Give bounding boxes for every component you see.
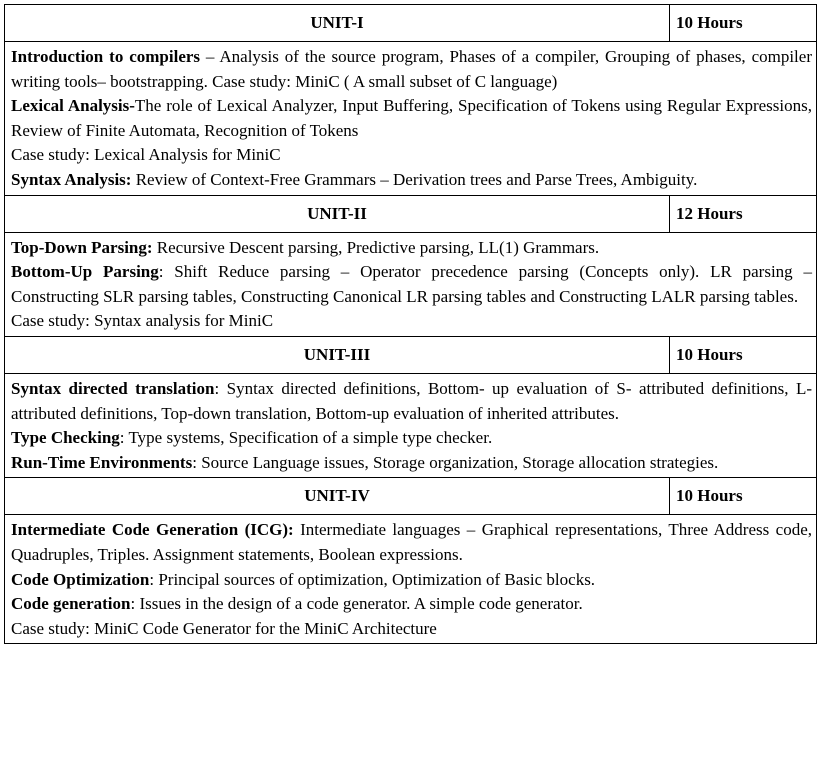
topic-text: : Principal sources of optimization, Optimization of Basic blocks. bbox=[149, 569, 596, 589]
unit-header-row bbox=[5, 478, 817, 515]
unit-hours: 12 Hours bbox=[670, 195, 817, 232]
unit-content bbox=[5, 515, 817, 644]
topic-text: – Analysis of the source program, Phases of a compiler, Grouping of phases, compiler writing tools– bootstrapping. Case study: MiniC ( A small subset of C language) bbox=[11, 47, 812, 91]
topic-text: The role of Lexical Analyzer, Input Buffering, Specification of Tokens using Regular Expressions, Review of Finite Automata, Recognition of Tokens bbox=[11, 96, 812, 140]
topic-text: : Issues in the design of a code generator. A simple code generator. bbox=[130, 594, 583, 614]
topic-heading: Intermediate Code Generation (ICG): bbox=[11, 520, 294, 540]
topic bbox=[11, 592, 812, 617]
topic-heading: Code Optimization bbox=[11, 569, 150, 589]
unit-header-row bbox=[5, 336, 817, 373]
unit-hours: 10 Hours bbox=[670, 5, 817, 42]
unit-content bbox=[5, 232, 817, 336]
topic-text: Case study: MiniC Code Generator for the MiniC Architecture bbox=[11, 618, 437, 638]
topic-heading: Bottom-Up Parsing bbox=[11, 262, 159, 282]
unit-body-row bbox=[5, 515, 817, 644]
topic-heading: Introduction to compilers bbox=[11, 47, 201, 66]
topic-text: Case study: Lexical Analysis for MiniC bbox=[11, 145, 281, 165]
topic-text: : Syntax directed definitions, Bottom- up evaluation of S- attributed definitions, L- attributed definitions, Top-down translation, Bottom-up evaluation of inherited attributes. bbox=[11, 378, 813, 423]
topic-text: Case study: Syntax analysis for MiniC bbox=[11, 311, 274, 331]
topic bbox=[11, 45, 812, 94]
unit-header-row bbox=[5, 5, 817, 42]
topic bbox=[11, 236, 812, 261]
unit-header-row bbox=[5, 195, 817, 232]
topic bbox=[11, 260, 812, 309]
topic-text: : Type systems, Specification of a simple type checker. bbox=[119, 428, 493, 448]
topic-heading: Syntax Analysis: bbox=[11, 169, 132, 189]
topic-text: : Shift Reduce parsing – Operator precedence parsing (Concepts only). LR parsing – Constructing SLR parsing tables, Constructing Canonical LR parsing tables and Constructing LALR parsing tables. bbox=[11, 262, 812, 306]
topic bbox=[11, 568, 812, 593]
topic bbox=[11, 377, 812, 426]
unit-hours: 10 Hours bbox=[670, 478, 817, 515]
topic-text: : Source Language issues, Storage organization, Storage allocation strategies. bbox=[192, 452, 719, 472]
unit-title: UNIT-I bbox=[5, 5, 670, 42]
topic-heading: Top-Down Parsing: bbox=[11, 237, 153, 257]
unit-body-row bbox=[5, 373, 817, 477]
topic-heading: Lexical Analysis- bbox=[11, 96, 135, 116]
topic-heading: Code generation bbox=[11, 594, 131, 614]
topic bbox=[11, 617, 812, 642]
topic-text: Intermediate languages – Graphical representations, Three Address code, Quadruples, Triples. Assignment statements, Boolean expressions. bbox=[11, 520, 812, 564]
topic bbox=[11, 426, 812, 451]
topic-heading: Run-Time Environments bbox=[11, 452, 193, 472]
unit-content bbox=[5, 42, 817, 196]
syllabus-table bbox=[4, 4, 817, 644]
topic bbox=[11, 451, 812, 476]
unit-hours: 10 Hours bbox=[670, 336, 817, 373]
topic bbox=[11, 518, 812, 567]
topic-heading: Syntax directed translation bbox=[11, 378, 215, 398]
topic bbox=[11, 309, 812, 334]
unit-title: UNIT-IV bbox=[5, 478, 670, 515]
unit-body-row bbox=[5, 232, 817, 336]
topic-heading: Type Checking bbox=[11, 428, 120, 448]
topic-text: Review of Context-Free Grammars – Derivation trees and Parse Trees, Ambiguity. bbox=[131, 169, 698, 189]
topic bbox=[11, 94, 812, 143]
topic bbox=[11, 143, 812, 168]
unit-content bbox=[5, 373, 817, 477]
unit-title: UNIT-III bbox=[5, 336, 670, 373]
unit-title: UNIT-II bbox=[5, 195, 670, 232]
unit-body-row bbox=[5, 42, 817, 196]
topic bbox=[11, 168, 812, 193]
topic-text: Recursive Descent parsing, Predictive parsing, LL(1) Grammars. bbox=[152, 237, 600, 257]
